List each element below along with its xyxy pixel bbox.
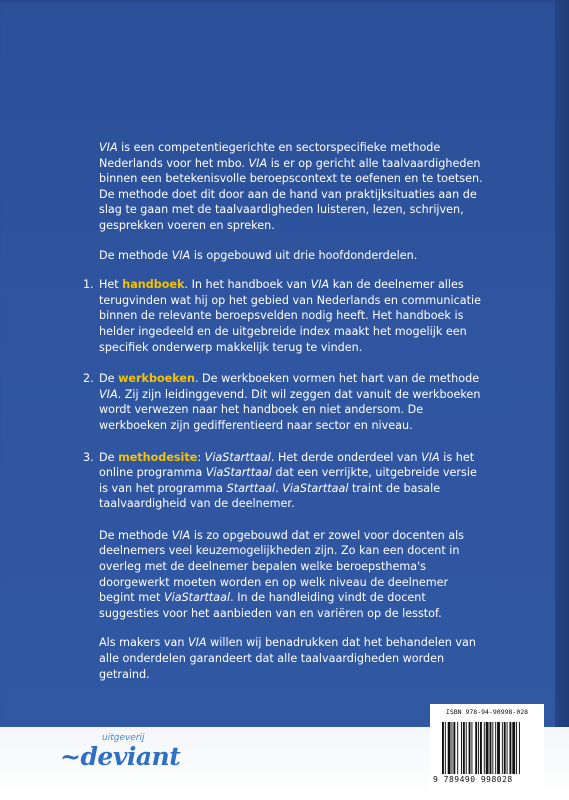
via-title: VIA: [99, 141, 118, 154]
list-item-werkboeken: [83, 371, 487, 433]
via-title: VIA: [248, 156, 268, 170]
via-title: VIA: [171, 248, 191, 262]
list-item-handboek: [83, 277, 487, 355]
component-list: [83, 277, 487, 512]
program-title: ViaStarttaal: [282, 481, 349, 495]
via-title: VIA: [310, 278, 330, 292]
list-number: 1.: [83, 278, 94, 292]
publisher-logo: [60, 733, 180, 781]
text-segment: :: [197, 450, 205, 464]
structure-intro: [99, 248, 487, 264]
publisher-label: uitgeverij: [102, 733, 145, 743]
text-segment: Als makers van: [99, 636, 188, 650]
blurb-text: [83, 140, 487, 696]
program-title: ViaStarttaal: [204, 450, 271, 464]
text-segment: kan de deelnemer alles terugvinden wat hij op het gebied van Nederlands en communicatie binnen de relevante beroepsvelden nodig heeft. Het handboek is helder ingedeeld en de uitgebreide index maakt het mogelijk een specifiek onderwerp makkelijk terug te vinden.: [99, 278, 481, 354]
text-segment: . In het handboek van: [184, 278, 311, 292]
via-title: VIA: [421, 450, 440, 464]
text-segment: is zo opgebouwd dat er zowel voor docenten als deelnemers veel keuzemogelijkheden zijn. Zo kan een docent in overleg met de deelnemer bepalen welke beroepsthema's doorgewerkt moeten worden en op welk niveau de deelnemer begint met: [99, 528, 465, 605]
isbn-label: ISBN 978-94-90998-028: [445, 708, 529, 716]
makers-paragraph: [99, 635, 487, 682]
text-segment: is er op gericht alle taalvaardigheden binnen een betekenisvolle beroepscontext te oefenen en te toetsen. De methode doet dit door aan de hand van praktijksituaties aan de slag te gaan met de taalvaardigheden luisteren, lezen, schrijven, gesprekken voeren en spreken.: [99, 156, 483, 232]
text-segment: is opgebouwd uit drie hoofdonderdelen.: [190, 248, 418, 262]
highlight-werkboeken: werkboeken: [118, 372, 195, 386]
choices-paragraph: [99, 528, 487, 622]
text-segment: Het: [99, 278, 123, 292]
program-title: ViaStarttaal: [205, 466, 272, 480]
list-number: 2.: [83, 372, 94, 386]
program-title: ViaStarttaal: [163, 591, 231, 605]
via-title: VIA: [99, 387, 118, 401]
program-title: Starttaal: [226, 481, 276, 495]
text-segment: . Zij zijn leidinggevend. Dit wil zeggen dat vanuit de werkboeken wordt verwezen naar het handboek en niet andersom. De werkboeken zijn gedifferentieerd naar sector en niveau.: [99, 387, 481, 432]
intro-paragraph: [99, 140, 487, 234]
text-segment: willen wij benadrukken dat het behandelen van alle onderdelen garandeert dat alle taalvaardigheden worden getraind.: [99, 636, 476, 681]
via-title: VIA: [187, 636, 207, 650]
highlight-methodesite: methodesite: [118, 450, 198, 464]
text-segment: De: [99, 450, 119, 464]
cover-edge: [555, 0, 569, 800]
text-segment: is een competentiegerichte en sectorspecifieke methode Nederlands voor het mbo.: [99, 141, 441, 170]
list-number: 3.: [83, 450, 94, 464]
text-segment: . De werkboeken vormen het hart van de methode: [194, 372, 480, 386]
publisher-name: ~deviant: [60, 742, 181, 771]
text-segment: traint de basale taalvaardigheid van de deelnemer.: [99, 481, 441, 511]
text-segment: is het online programma: [99, 450, 475, 480]
via-title: VIA: [171, 528, 191, 542]
highlight-handboek: handboek: [122, 278, 185, 292]
list-item-methodesite: [83, 450, 487, 512]
isbn-barcode-box: [430, 704, 544, 788]
barcode-digits: 9 789490 998028: [433, 775, 513, 784]
text-segment: dat een verrijkte, uitgebreide versie is van het programma: [99, 466, 477, 495]
barcode-icon: [442, 722, 538, 776]
text-segment: .: [275, 481, 283, 495]
text-segment: De: [99, 372, 119, 386]
text-segment: . Het derde onderdeel van: [270, 450, 422, 464]
text-segment: De methode: [99, 528, 172, 542]
text-segment: De methode: [99, 248, 172, 262]
text-segment: . In de handleiding vindt de docent suggesties voor het aanbieden van en variëren op de lesstof.: [99, 591, 442, 620]
